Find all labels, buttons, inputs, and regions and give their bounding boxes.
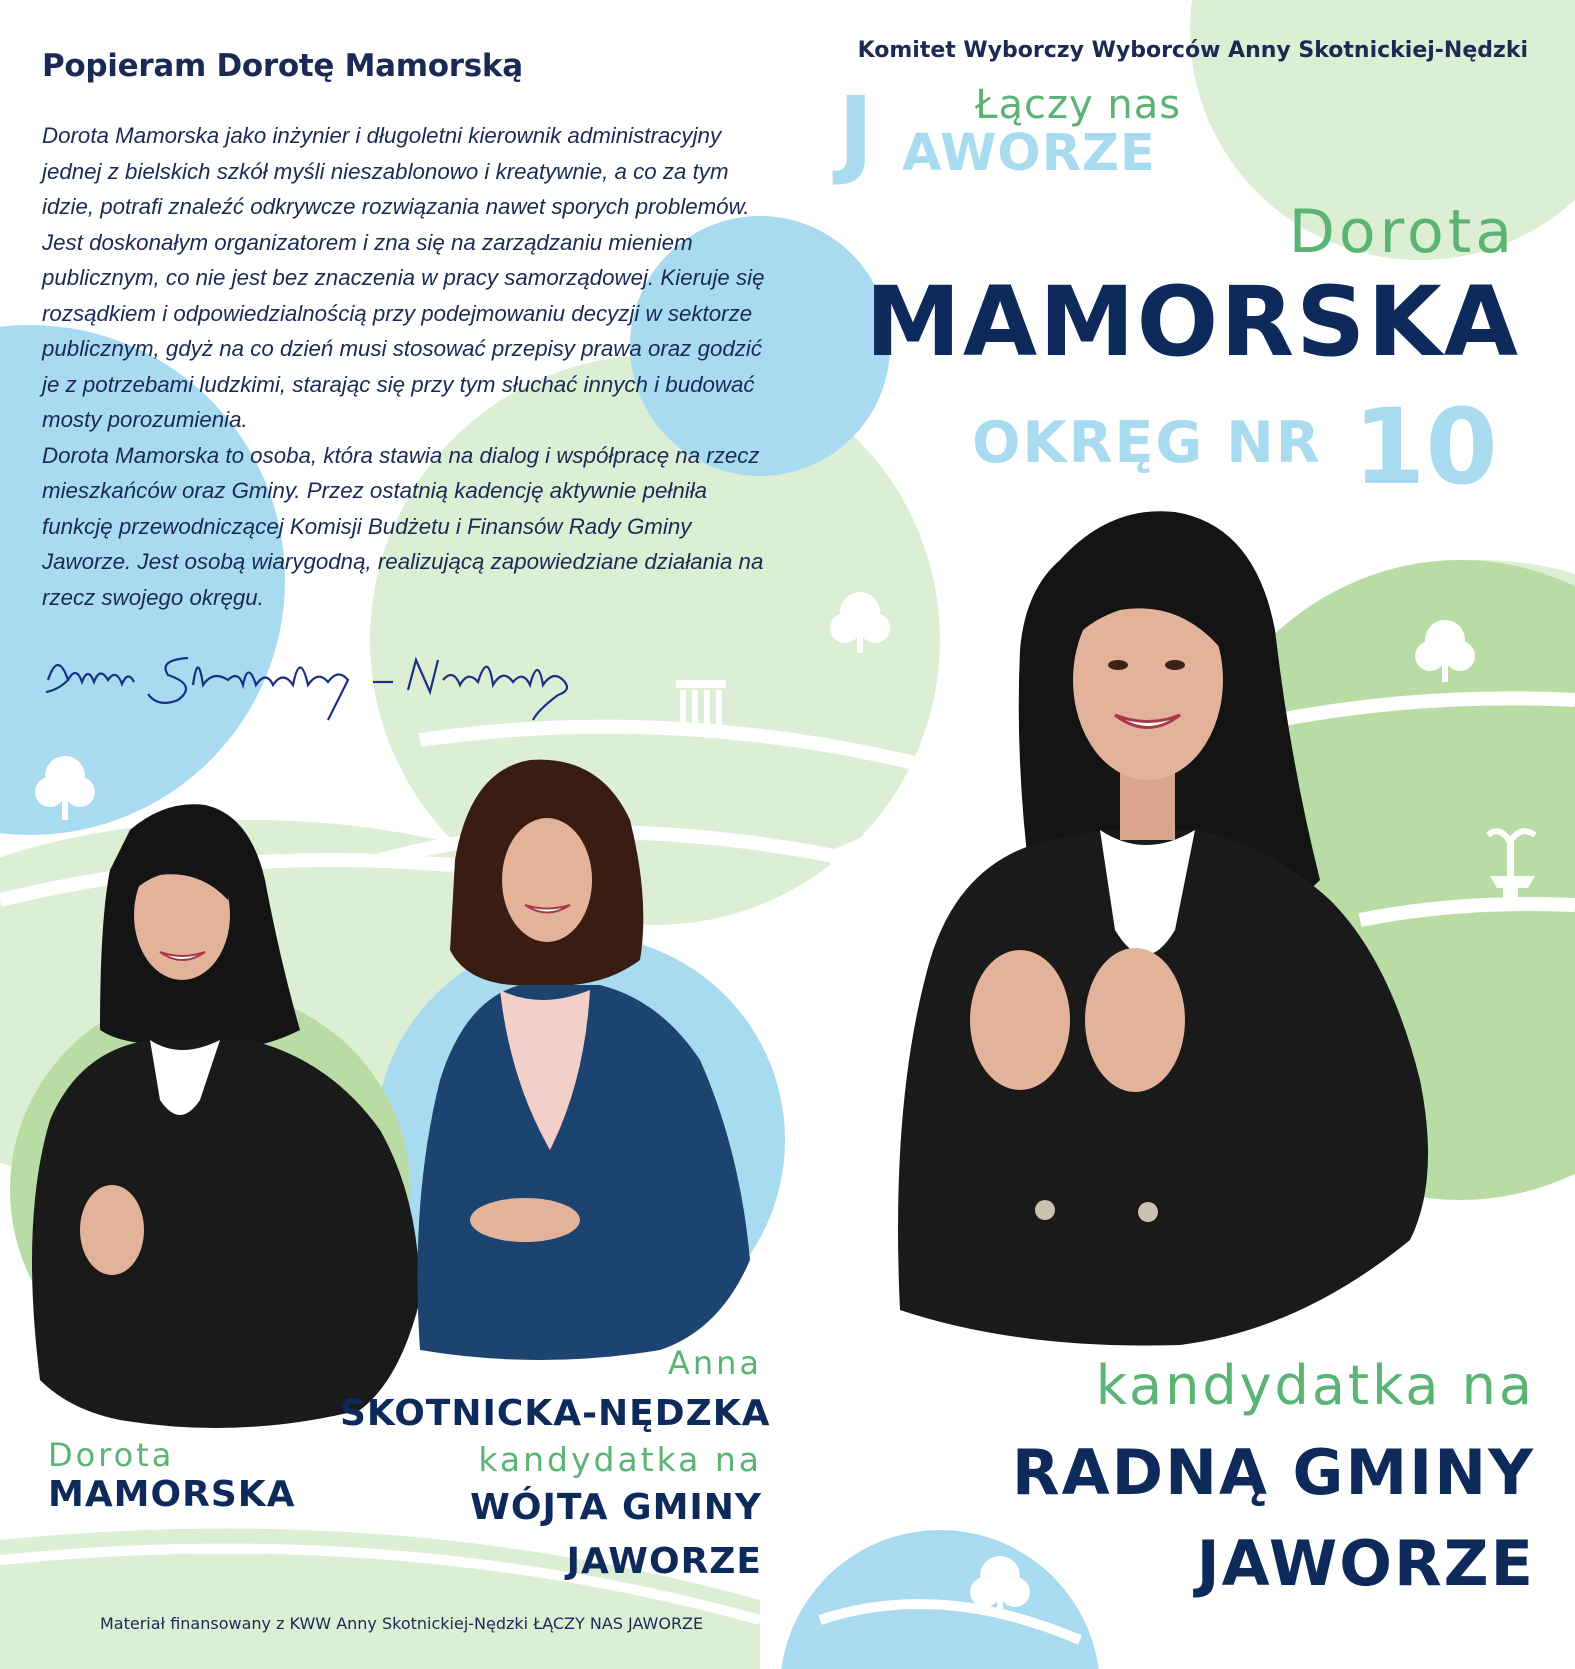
candidate-role-line1: kandydatka na: [1095, 1354, 1535, 1417]
candidate-role-line3: JAWORZE: [1196, 1527, 1535, 1600]
caption-anna-office1: WÓJTA GMINY: [470, 1487, 762, 1528]
support-body: [42, 118, 782, 615]
caption-dorota-last: MAMORSKA: [48, 1474, 296, 1515]
caption-anna-role: kandydatka na: [478, 1440, 762, 1479]
caption-dorota-first: Dorota: [48, 1436, 175, 1474]
candidate-role-line2: RADNĄ GMINY: [1011, 1436, 1535, 1509]
candidate-first-name: Dorota: [1288, 197, 1516, 267]
candidate-last-name: MAMORSKA: [865, 266, 1520, 378]
support-paragraph: Dorota Mamorska to osoba, która stawia na dialog i współpracę na rzecz mieszkańców oraz Gminy. Przez ostatnią kadencję aktywnie pełniła funkcję przewodniczącej Komisji Budżetu i Finansów Rady Gminy Jaworze. Jest osobą wiarygodną, realizującą zapowiedziane działania na rzecz swojego okręgu.: [42, 442, 764, 610]
logo-tagline: Łączy nas: [975, 82, 1182, 128]
caption-anna-last: SKOTNICKA-NĘDZKA: [340, 1393, 771, 1434]
committee-name: Komitet Wyborczy Wyborców Anny Skotnickiej-Nędzki: [857, 38, 1528, 63]
footer-funding-note: Materiał finansowany z KWW Anny Skotnickiej-Nędzki ŁĄCZY NAS JAWORZE: [100, 1614, 704, 1633]
support-paragraph: Dorota Mamorska jako inżynier i długoletni kierownik administracyjny jednej z bielskich szkół myśli nieszablonowo i kreatywnie, a co za tym idzie, potrafi znaleźć odkrywcze rozwiązania nawet sporych problemów. Jest doskonałym organizatorem i zna się na zarządzaniu mieniem publicznym, co nie jest bez znaczenia w pracy samorządowej. Kieruje się rozsądkiem i odpowiedzialnością przy podejmowaniu decyzji w sektorze publicznym, gdyż na co dzień musi stosować przepisy prawa oraz godzić je z potrzebami ludzkimi, starając się przy tym słuchać innych i budować mosty porozumienia.: [42, 123, 765, 432]
support-title: Popieram Dorotę Mamorską: [42, 48, 523, 84]
district-number: 10: [1353, 386, 1498, 508]
logo-wordmark: AWORZE: [902, 124, 1156, 183]
caption-anna-office2: JAWORZE: [566, 1541, 762, 1582]
district-label: OKRĘG NR: [972, 410, 1322, 476]
logo-initial: J: [838, 76, 874, 188]
caption-anna-first: Anna: [667, 1344, 762, 1382]
signature: [38, 630, 598, 740]
